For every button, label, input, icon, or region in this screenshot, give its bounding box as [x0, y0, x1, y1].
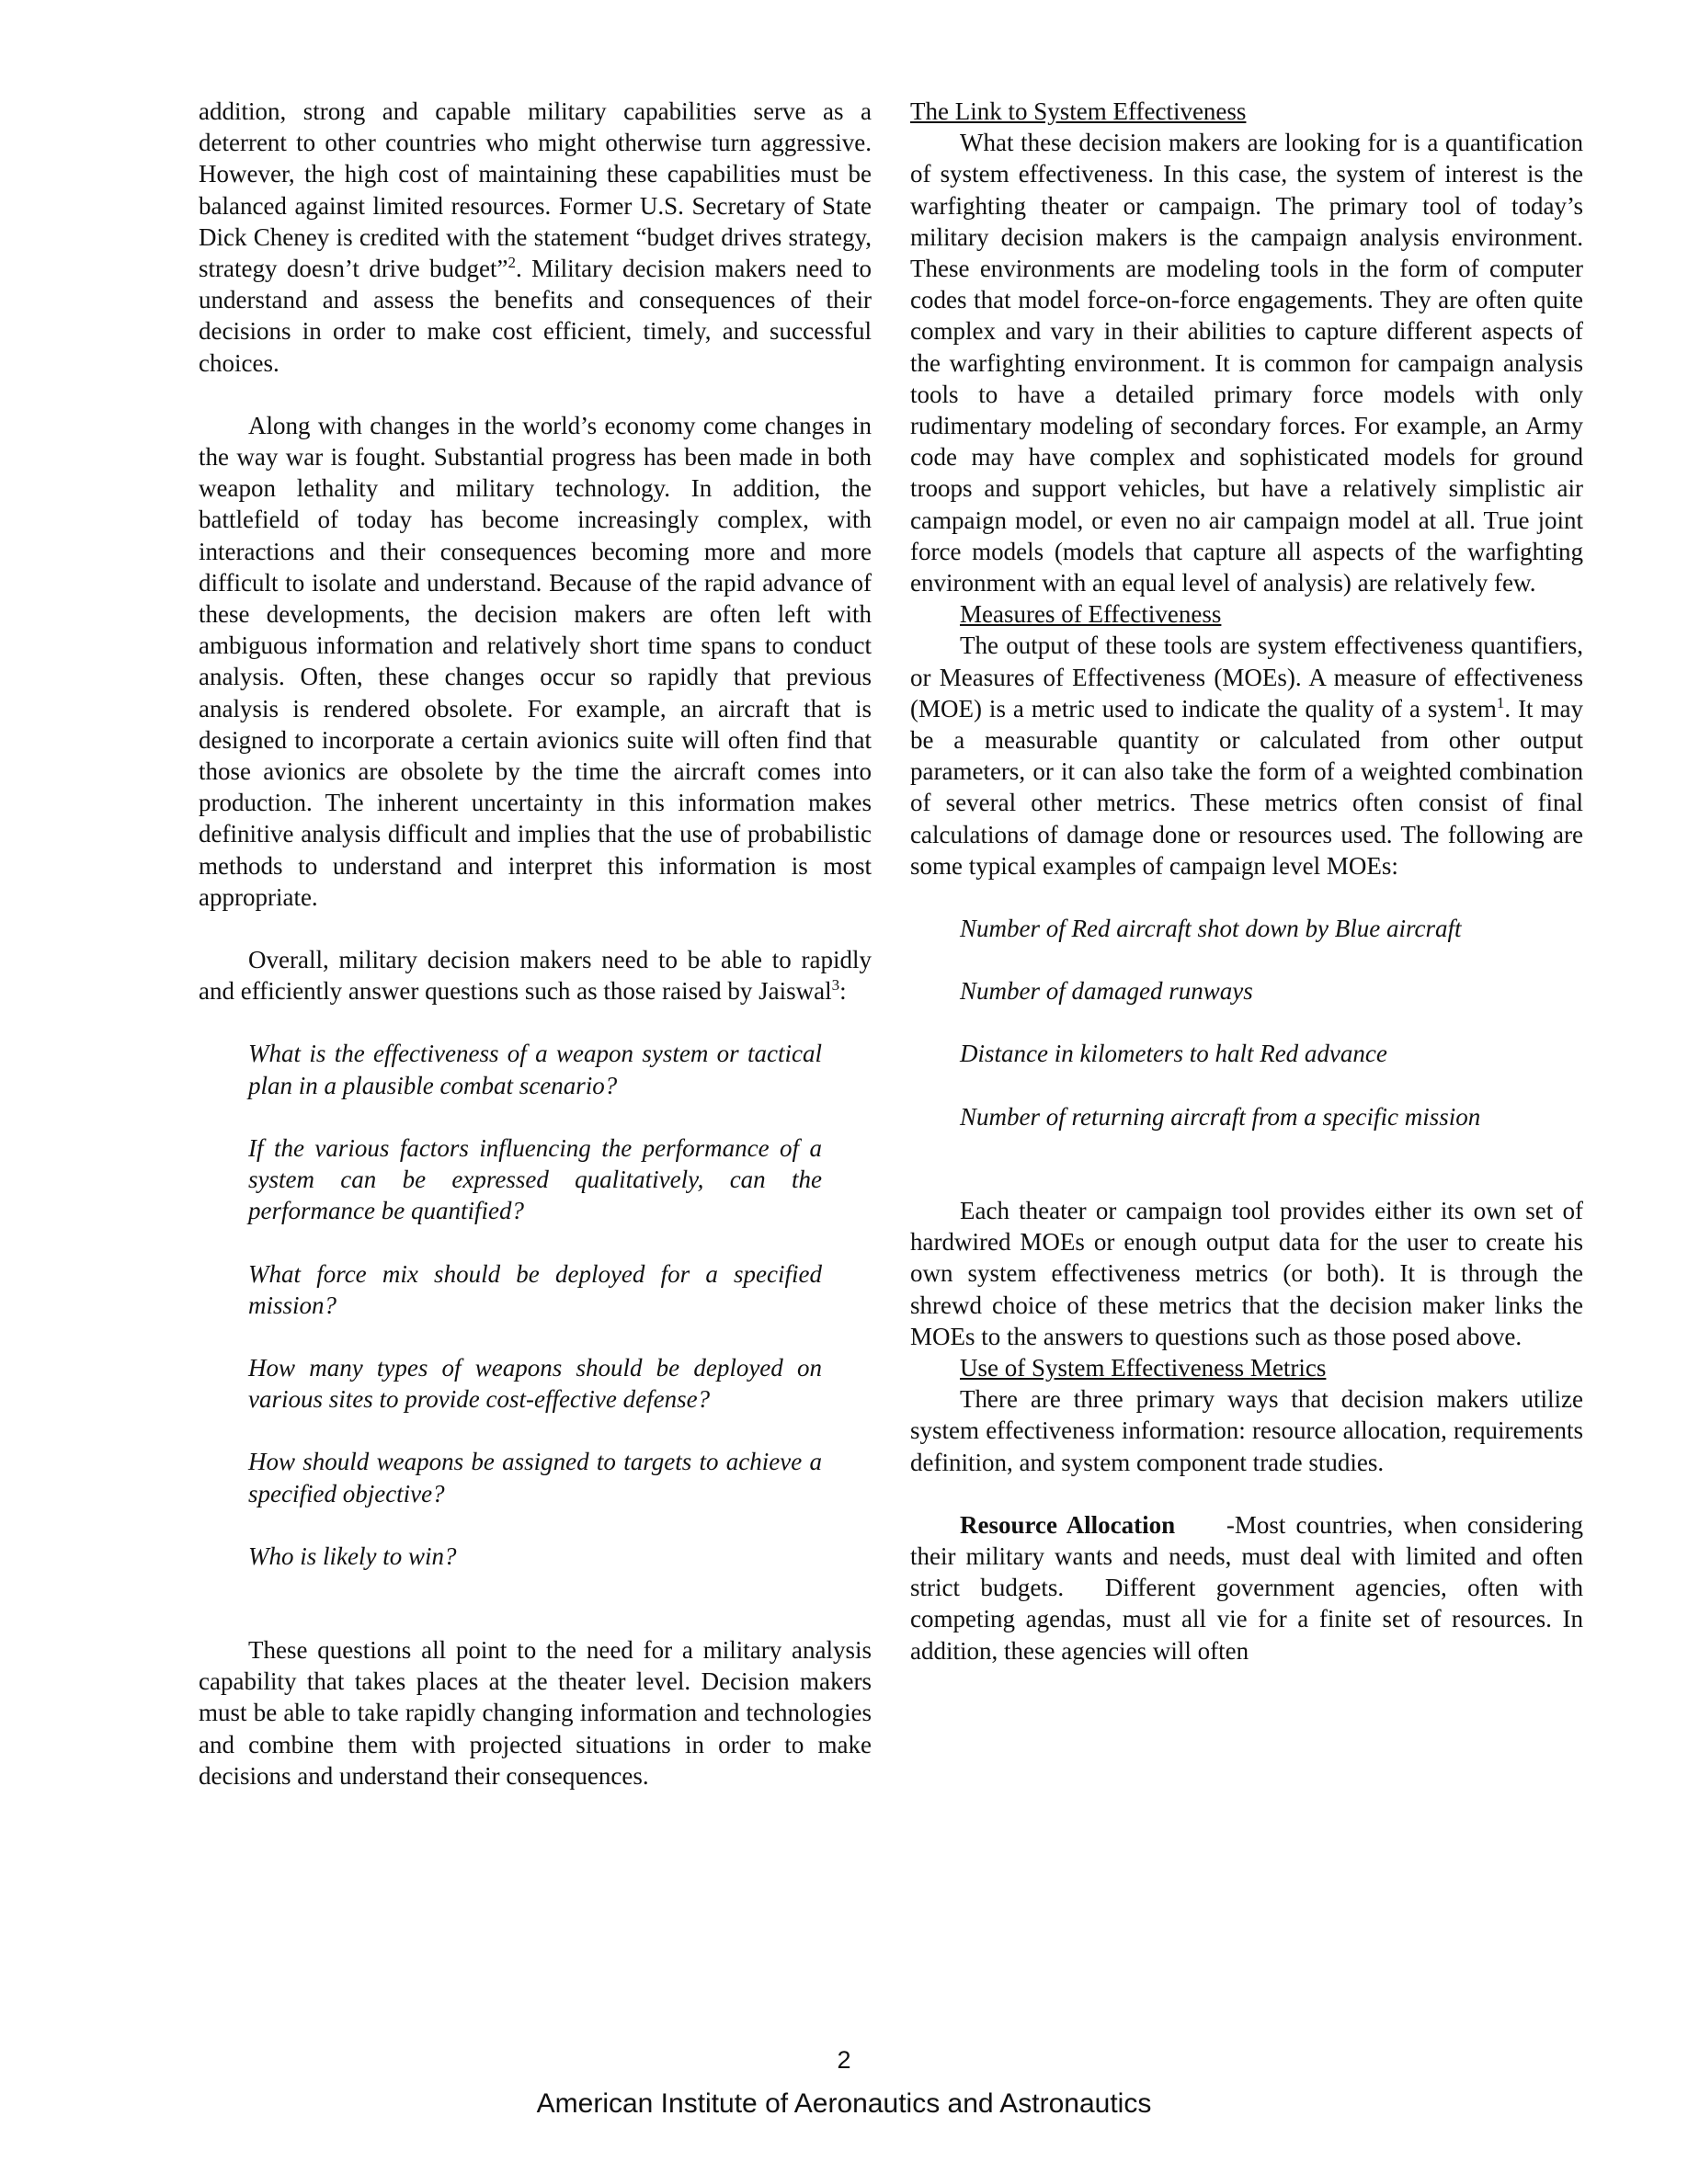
paragraph-text: . It may be a measurable quantity or calculated from other output parameters, or it can also take the form of a weighted combination of several other metrics. These metrics often consist of final calculations of damage done or resources used. The following are some typical examples of campaign level MOEs: [910, 694, 1583, 880]
footnote-ref: 1 [1496, 693, 1505, 711]
left-column [199, 96, 872, 1792]
question-item: Who is likely to win? [248, 1541, 457, 1570]
paragraph-text: The output of these tools are system effectiveness quantifiers, or Measures of Effectiveness (MOEs). A measure of effectiveness (MOE) is a metric used to indicate the quality of a system [910, 631, 1583, 722]
paragraph: Each theater or campaign tool provides either its own set of hardwired MOEs or enough output data for the user to create his own system effectiveness metrics (or both). It is through the shrewd choice of these metrics that the decision maker links the MOEs to the answers to questions such as those posed above. [910, 1196, 1583, 1350]
paragraph-text: . Military decision makers need to understand and assess the benefits and consequences of their decisions in order to make cost efficient, timely, and successful choices. [199, 255, 872, 377]
right-column [910, 96, 1590, 1666]
question-item: What is the effectiveness of a weapon system or tactical plan in a plausible combat scenario? [248, 1040, 822, 1099]
paragraph-text: Overall, military decision makers need to be able to rapidly and efficiently answer questions such as those raised by Jaiswal [199, 946, 872, 1006]
run-in-heading: Resource Allocation [960, 1510, 1176, 1539]
paragraph: Along with changes in the world’s economy come changes in the way war is fought. Substantial progress has been made in both weapon lethality and military technology. In addition, the battlefield of today has become increasingly complex, with interactions and their consequences becoming more and more difficult to isolate and understand. Because of the rapid advance of these developments, the decision makers are often left with ambiguous information and relatively short time spans to conduct analysis. Often, these changes occur so rapidly that previous analysis is rendered obsolete. For example, an aircraft that is designed to incorporate a certain avionics suite will often find that those avionics are obsolete by the time the aircraft comes into production. The inherent uncertainty in this information makes definitive analysis difficult and implies that the use of probabilistic methods to understand and interpret this information is most appropriate. [199, 411, 872, 911]
question-item: How should weapons be assigned to targets to achieve a specified objective? [248, 1448, 822, 1507]
paragraph-text: : [839, 977, 847, 1006]
paragraph [910, 630, 1583, 882]
paragraph [199, 944, 872, 1007]
paragraph [910, 1509, 1590, 1666]
paragraph-text: -Most countries, when considering their military wants and needs, must deal with limited and often strict budgets. Different government agencies, often with competing agendas, must all vie for a finite set of resources. In addition, these agencies will often [910, 1510, 1590, 1665]
paragraph [199, 96, 872, 379]
page-number: 2 [837, 2046, 851, 2074]
section-heading: Measures of Effectiveness [960, 600, 1222, 629]
moe-example: Number of Red aircraft shot down by Blue aircraft [960, 915, 1462, 943]
footnote-ref: 3 [831, 976, 840, 995]
question-item: If the various factors influencing the performance of a system can be expressed qualitatively, can the performance be quantified? [248, 1133, 822, 1225]
footnote-ref: 2 [508, 254, 517, 272]
paragraph-text: addition, strong and capable military capabilities serve as a deterrent to other countries who might otherwise turn aggressive. However, the high cost of maintaining these capabilities must be balanced against limited resources. Former U.S. Secretary of State Dick Cheney is credited with the statement “budget drives strategy, strategy doesn’t drive budget” [199, 97, 872, 283]
section-heading: The Link to System Effectiveness [910, 97, 1247, 125]
question-item: How many types of weapons should be deployed on various sites to provide cost-effective defense? [248, 1353, 822, 1414]
moe-example: Number of damaged runways [960, 977, 1253, 1006]
question-item: What force mix should be deployed for a specified mission? [248, 1259, 822, 1319]
page-footer: American Institute of Aeronautics and Astronautics [536, 2088, 1152, 2119]
moe-example: Distance in kilometers to halt Red advance [960, 1040, 1387, 1068]
section-heading: Use of System Effectiveness Metrics [960, 1353, 1327, 1382]
paragraph: There are three primary ways that decision makers utilize system effectiveness information: resource allocation, requirements definition, and system component trade studies. [910, 1385, 1583, 1476]
paragraph: What these decision makers are looking for is a quantification of system effectiveness. In this case, the system of interest is the warfighting theater or campaign. The primary tool of today’s military decision makers is the campaign analysis environment. These environments are modeling tools in the form of computer codes that model force-on-force engagements. They are often quite complex and vary in their abilities to capture different aspects of the warfighting environment. It is common for campaign analysis tools to have a detailed primary force models with only rudimentary modeling of secondary forces. For example, an Army code may have complex and sophisticated models for ground troops and support vehicles, but have a relatively simplistic air campaign model, or even no air campaign model at all. True joint force models (models that capture all aspects of the warfighting environment with an equal level of analysis) are relatively few. [910, 129, 1583, 597]
moe-example: Number of returning aircraft from a specific mission [960, 1102, 1481, 1131]
paragraph: These questions all point to the need for a military analysis capability that takes places at the theater level. Decision makers must be able to take rapidly changing information and technologies and combine them with projected situations in order to make decisions and understand their consequences. [199, 1635, 872, 1790]
